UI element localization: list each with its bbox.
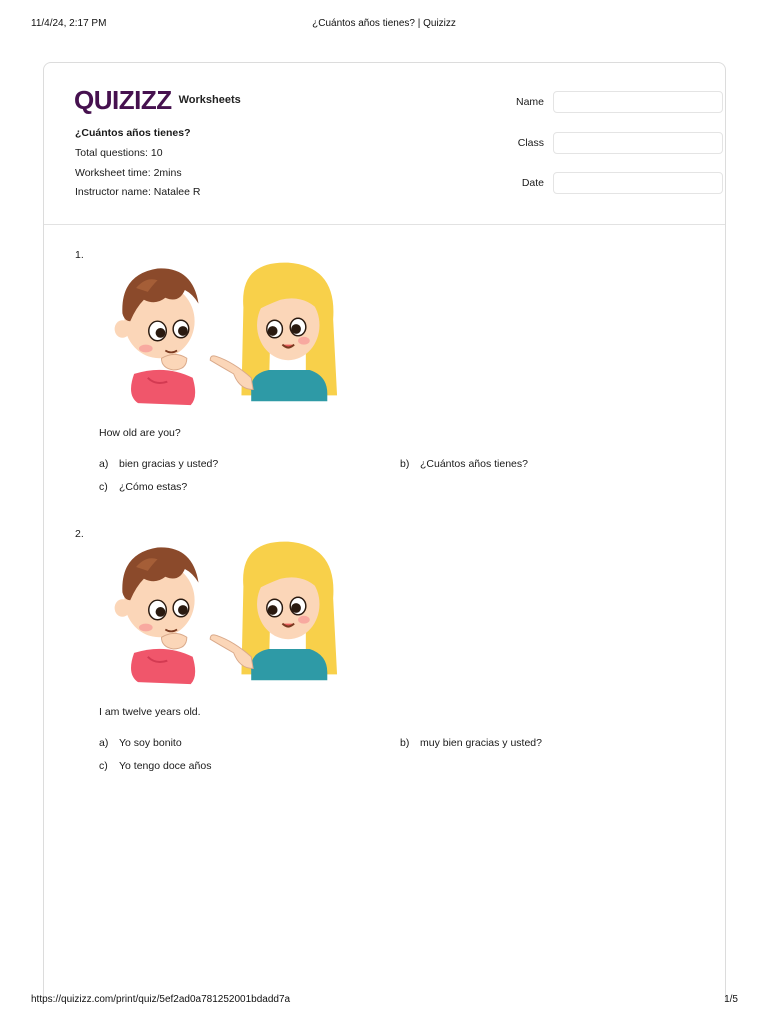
option-b: b) muy bien gracias y usted? xyxy=(400,737,542,749)
class-row xyxy=(474,132,714,154)
print-url: https://quizizz.com/print/quiz/5ef2ad0a781252001bdadd7a xyxy=(31,994,291,1005)
logo-wordmark: QUIZIZZ xyxy=(74,85,172,115)
total-questions: Total questions: 10 xyxy=(75,147,163,159)
name-label: Name xyxy=(515,96,544,108)
option-a: a) Yo soy bonito xyxy=(99,737,182,749)
option-c: c) ¿Cómo estas? xyxy=(99,481,188,493)
question-text: How old are you? xyxy=(99,427,181,439)
worksheet-sheet xyxy=(43,62,726,1002)
name-row xyxy=(474,91,714,113)
instructor-name: Instructor name: Natalee R xyxy=(75,186,201,198)
worksheet-header xyxy=(44,63,725,225)
page-number: 1/5 xyxy=(724,994,738,1005)
option-a: a) bien gracias y usted? xyxy=(99,458,219,470)
option-c: c) Yo tengo doce años xyxy=(99,760,212,772)
print-page-title: ¿Cuántos años tienes? | Quizizz xyxy=(312,18,456,29)
logo-subtitle: Worksheets xyxy=(178,94,241,106)
question-text: I am twelve years old. xyxy=(99,706,201,718)
option-b: b) ¿Cuántos años tienes? xyxy=(400,458,528,470)
worksheet-time: Worksheet time: 2mins xyxy=(75,167,182,179)
question-number: 1. xyxy=(75,249,84,261)
date-row xyxy=(474,172,714,194)
question-number: 2. xyxy=(75,528,84,540)
date-field[interactable] xyxy=(553,172,723,194)
kids-talking-image xyxy=(97,249,341,409)
name-field[interactable] xyxy=(553,91,723,113)
class-label: Class xyxy=(517,137,544,149)
quizizz-logo xyxy=(74,85,241,116)
class-field[interactable] xyxy=(553,132,723,154)
date-label: Date xyxy=(521,177,544,189)
print-datetime: 11/4/24, 2:17 PM xyxy=(31,18,107,29)
worksheet-title: ¿Cuántos años tienes? xyxy=(75,127,191,139)
kids-talking-image xyxy=(97,528,341,688)
